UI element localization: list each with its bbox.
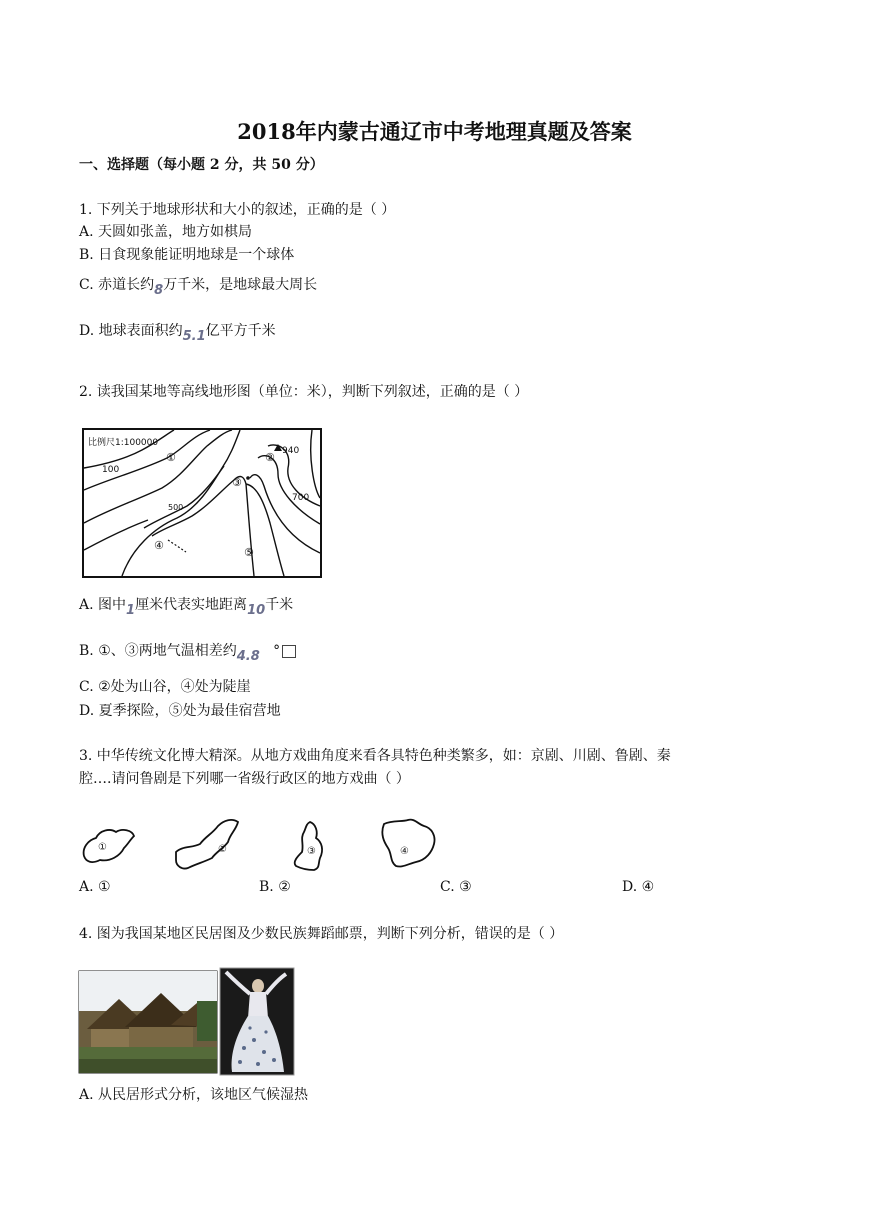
q1-option-c-text: C. 赤道长约 xyxy=(79,277,155,293)
province-label-1: ① xyxy=(98,842,107,853)
contour-label-700: 700 xyxy=(292,493,310,503)
q4-stem: 4. 图为我国某地区民居图及少数民族舞蹈邮票，判断下列分析，错误的是（ ） xyxy=(79,926,564,942)
q3-option-a: A. ① xyxy=(79,879,111,895)
q3-option-b: B. ② xyxy=(259,879,291,895)
q2-option-a-number-2: 10 xyxy=(247,603,266,618)
q1-option-d-number: 5.1 xyxy=(182,329,206,344)
q2-option-a-number-1: 1 xyxy=(126,603,136,618)
q1-option-c xyxy=(79,274,318,298)
q1-option-d xyxy=(79,320,276,344)
q3-option-d: D. ④ xyxy=(622,879,655,895)
map-marker-3: ③ xyxy=(232,476,242,489)
q1-option-a: A. 天圆如张盖，地方如棋局 xyxy=(79,224,253,240)
map-marker-4: ④ xyxy=(154,539,164,552)
dwelling-photo xyxy=(79,971,217,1073)
q4-option-a: A. 从民居形式分析，该地区气候湿热 xyxy=(79,1087,309,1103)
contour-label-500: 500 xyxy=(168,503,184,512)
q1-option-c-number: 8 xyxy=(154,283,164,298)
q3-option-c: C. ③ xyxy=(440,879,472,895)
province-outline-2 xyxy=(172,816,242,872)
q1-option-c-text-end: 万千米，是地球最大周长 xyxy=(163,277,318,293)
q2-option-b xyxy=(79,640,296,664)
map-marker-1: ① xyxy=(166,451,176,464)
q1-option-d-text-end: 亿平方千米 xyxy=(205,323,276,339)
q3-stem-line-1: 3. 中华传统文化博大精深。从地方戏曲角度来看各具特色种类繁多，如：京剧、川剧、鲁剧、秦 xyxy=(79,748,671,764)
q3-stem-line-2: 腔….请问鲁剧是下列哪一省级行政区的地方戏曲（ ） xyxy=(79,771,410,787)
province-outline-4 xyxy=(378,816,438,870)
province-label-2: ② xyxy=(218,844,227,855)
q2-stem: 2. 读我国某地等高线地形图（单位：米），判断下列叙述，正确的是（ ） xyxy=(79,384,529,400)
q2-option-b-text: B. ①、③两地气温相差约 xyxy=(79,643,237,659)
q2-option-b-unit: ° xyxy=(273,643,281,659)
contour-label-100: 100 xyxy=(102,465,120,475)
contour-map xyxy=(82,428,322,578)
q2-option-a xyxy=(79,594,294,618)
missing-glyph-icon xyxy=(282,645,296,658)
q1-option-d-text: D. 地球表面积约 xyxy=(79,323,183,339)
q2-option-a-text-mid: 厘米代表实地距离 xyxy=(135,597,248,613)
q2-option-a-text-end: 千米 xyxy=(265,597,294,613)
q1-option-b: B. 日食现象能证明地球是一个球体 xyxy=(79,247,295,263)
section-heading: 一、选择题（每小题 2 分，共 50 分） xyxy=(79,157,324,173)
q2-option-c: C. ②处为山谷，④处为陡崖 xyxy=(79,679,251,695)
page-title: 2018年内蒙古通辽市中考地理真题及答案 xyxy=(237,119,632,144)
map-scale-label: 比例尺1:100000 xyxy=(88,438,159,448)
contour-label-940: 940 xyxy=(282,446,300,456)
province-outline-3 xyxy=(290,820,328,872)
map-marker-2: ② xyxy=(265,451,275,464)
province-outline-1 xyxy=(80,826,138,866)
province-label-4: ④ xyxy=(400,846,409,857)
province-label-3: ③ xyxy=(307,846,316,857)
q1-stem: 1. 下列关于地球形状和大小的叙述，正确的是（ ） xyxy=(79,202,396,218)
map-marker-5: ⑤ xyxy=(244,546,254,559)
q2-option-b-number: 4.8 xyxy=(236,649,260,664)
dance-stamp-photo xyxy=(220,968,294,1075)
q2-option-a-text: A. 图中 xyxy=(79,597,127,613)
q2-option-d: D. 夏季探险，⑤处为最佳宿营地 xyxy=(79,703,281,719)
